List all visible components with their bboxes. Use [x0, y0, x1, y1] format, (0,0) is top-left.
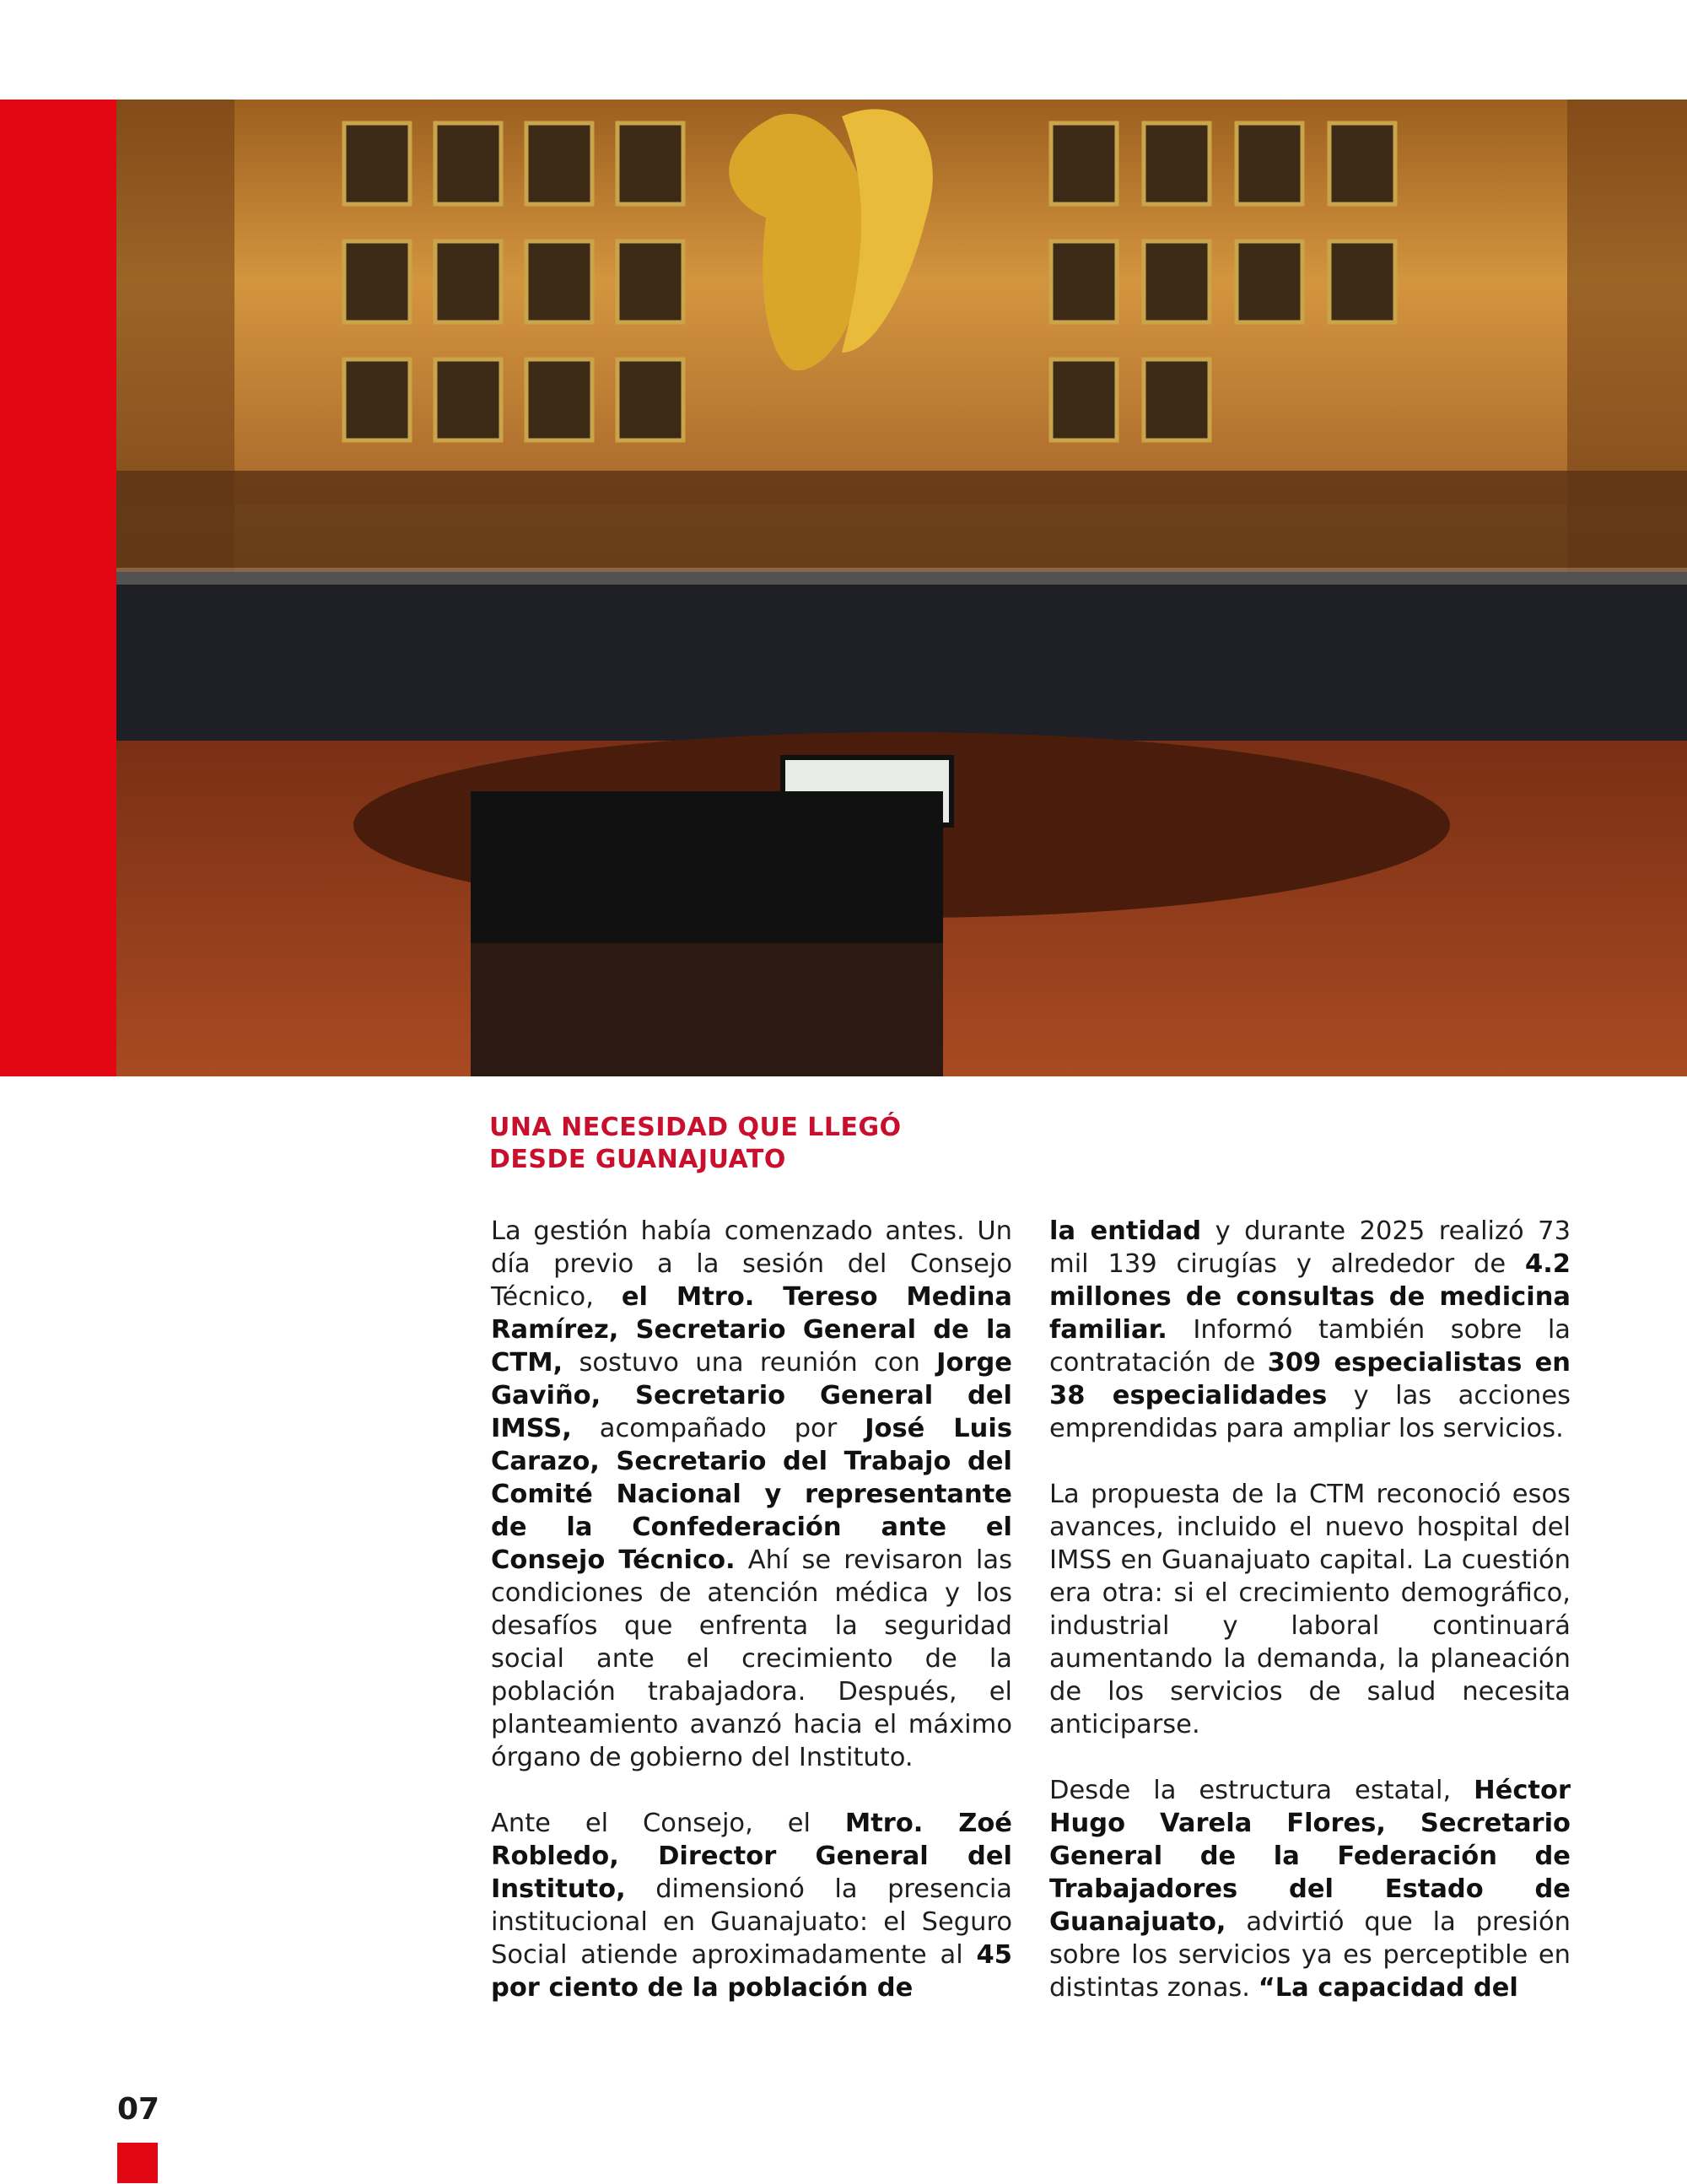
group-photo: [116, 100, 1687, 1076]
paragraph: [1049, 1774, 1571, 2004]
paragraph: [1049, 1478, 1571, 1741]
text-run: advirtió que la presión sobre los servicios ya es perceptible en distintas zonas.: [1049, 1907, 1571, 2003]
bold-run: Héctor Hugo Varela Flores, Secretario General de la Federación de Trabajadores del Estado de Guanajuato,: [1049, 1776, 1571, 1937]
headline-line-2: DESDE GUANAJUATO: [489, 1145, 786, 1174]
text-run: Informó también sobre la contratación de: [1049, 1315, 1571, 1378]
accent-red-bar: [0, 100, 116, 1076]
bold-run: José Luis Carazo, Secretario del Trabajo del Comité Nacional y representante de la Confederación ante el Consejo Técnico.: [491, 1414, 1012, 1575]
page-number-marker: [117, 2143, 158, 2183]
group-photo-illustration: [116, 100, 1687, 1076]
paragraph: [491, 1807, 1012, 2004]
text-run: La propuesta de la CTM reconoció esos avances, incluido el nuevo hospital del IMSS en Guanajuato capital. La cuestión era otra: si el crecimiento demográfico, industrial y laboral continuará aumentando la demanda, la planeación de los servicios de salud necesita anticiparse.: [1049, 1480, 1571, 1739]
section-headline: [489, 1112, 1080, 1176]
text-run: Desde la estructura estatal,: [1049, 1776, 1474, 1805]
paragraph: [1049, 1215, 1571, 1445]
bold-run: 45 por ciento de la población de: [491, 1940, 1012, 2003]
bold-run: Mtro. Zoé Robledo, Director General del Instituto,: [491, 1809, 1012, 1904]
bold-run: Jorge Gaviño, Secretario General del IMSS,: [491, 1348, 1012, 1443]
text-run: y las acciones emprendidas para ampliar los servicios.: [1049, 1381, 1571, 1443]
right-column: [1049, 1215, 1571, 2037]
bold-run: 4.2 millones de consultas de medicina familiar.: [1049, 1249, 1571, 1345]
page-number: 07: [117, 2092, 160, 2127]
bold-run: el Mtro. Tereso Medina Ramírez, Secretario General de la CTM,: [491, 1282, 1012, 1378]
bold-run: la entidad: [1049, 1216, 1202, 1246]
text-run: La gestión había comenzado antes. Un día previo a la sesión del Consejo Técnico,: [491, 1216, 1012, 1312]
text-run: acompañado por: [571, 1414, 865, 1443]
bold-run: 309 especialistas en 38 especialidades: [1049, 1348, 1571, 1410]
text-run: dimensionó la presencia institucional en Guanajuato: el Seguro Social atiende aproximadamente al: [491, 1874, 1012, 1970]
text-run: Ahí se revisaron las condiciones de atención médica y los desafíos que enfrenta la seguridad social ante el crecimiento de la población trabajadora. Después, el planteamiento avanzó hacia el máximo órgano de gobierno del Instituto.: [491, 1545, 1012, 1772]
paragraph: [491, 1215, 1012, 1774]
headline-line-1: UNA NECESIDAD QUE LLEGÓ: [489, 1113, 902, 1142]
left-column: [491, 1215, 1012, 2037]
bold-run: “La capacidad del: [1258, 1973, 1518, 2003]
text-run: Ante el Consejo, el: [491, 1809, 845, 1838]
text-run: sostuvo una reunión con: [563, 1348, 937, 1378]
text-run: y durante 2025 realizó 73 mil 139 cirugías y alrededor de: [1049, 1216, 1571, 1279]
